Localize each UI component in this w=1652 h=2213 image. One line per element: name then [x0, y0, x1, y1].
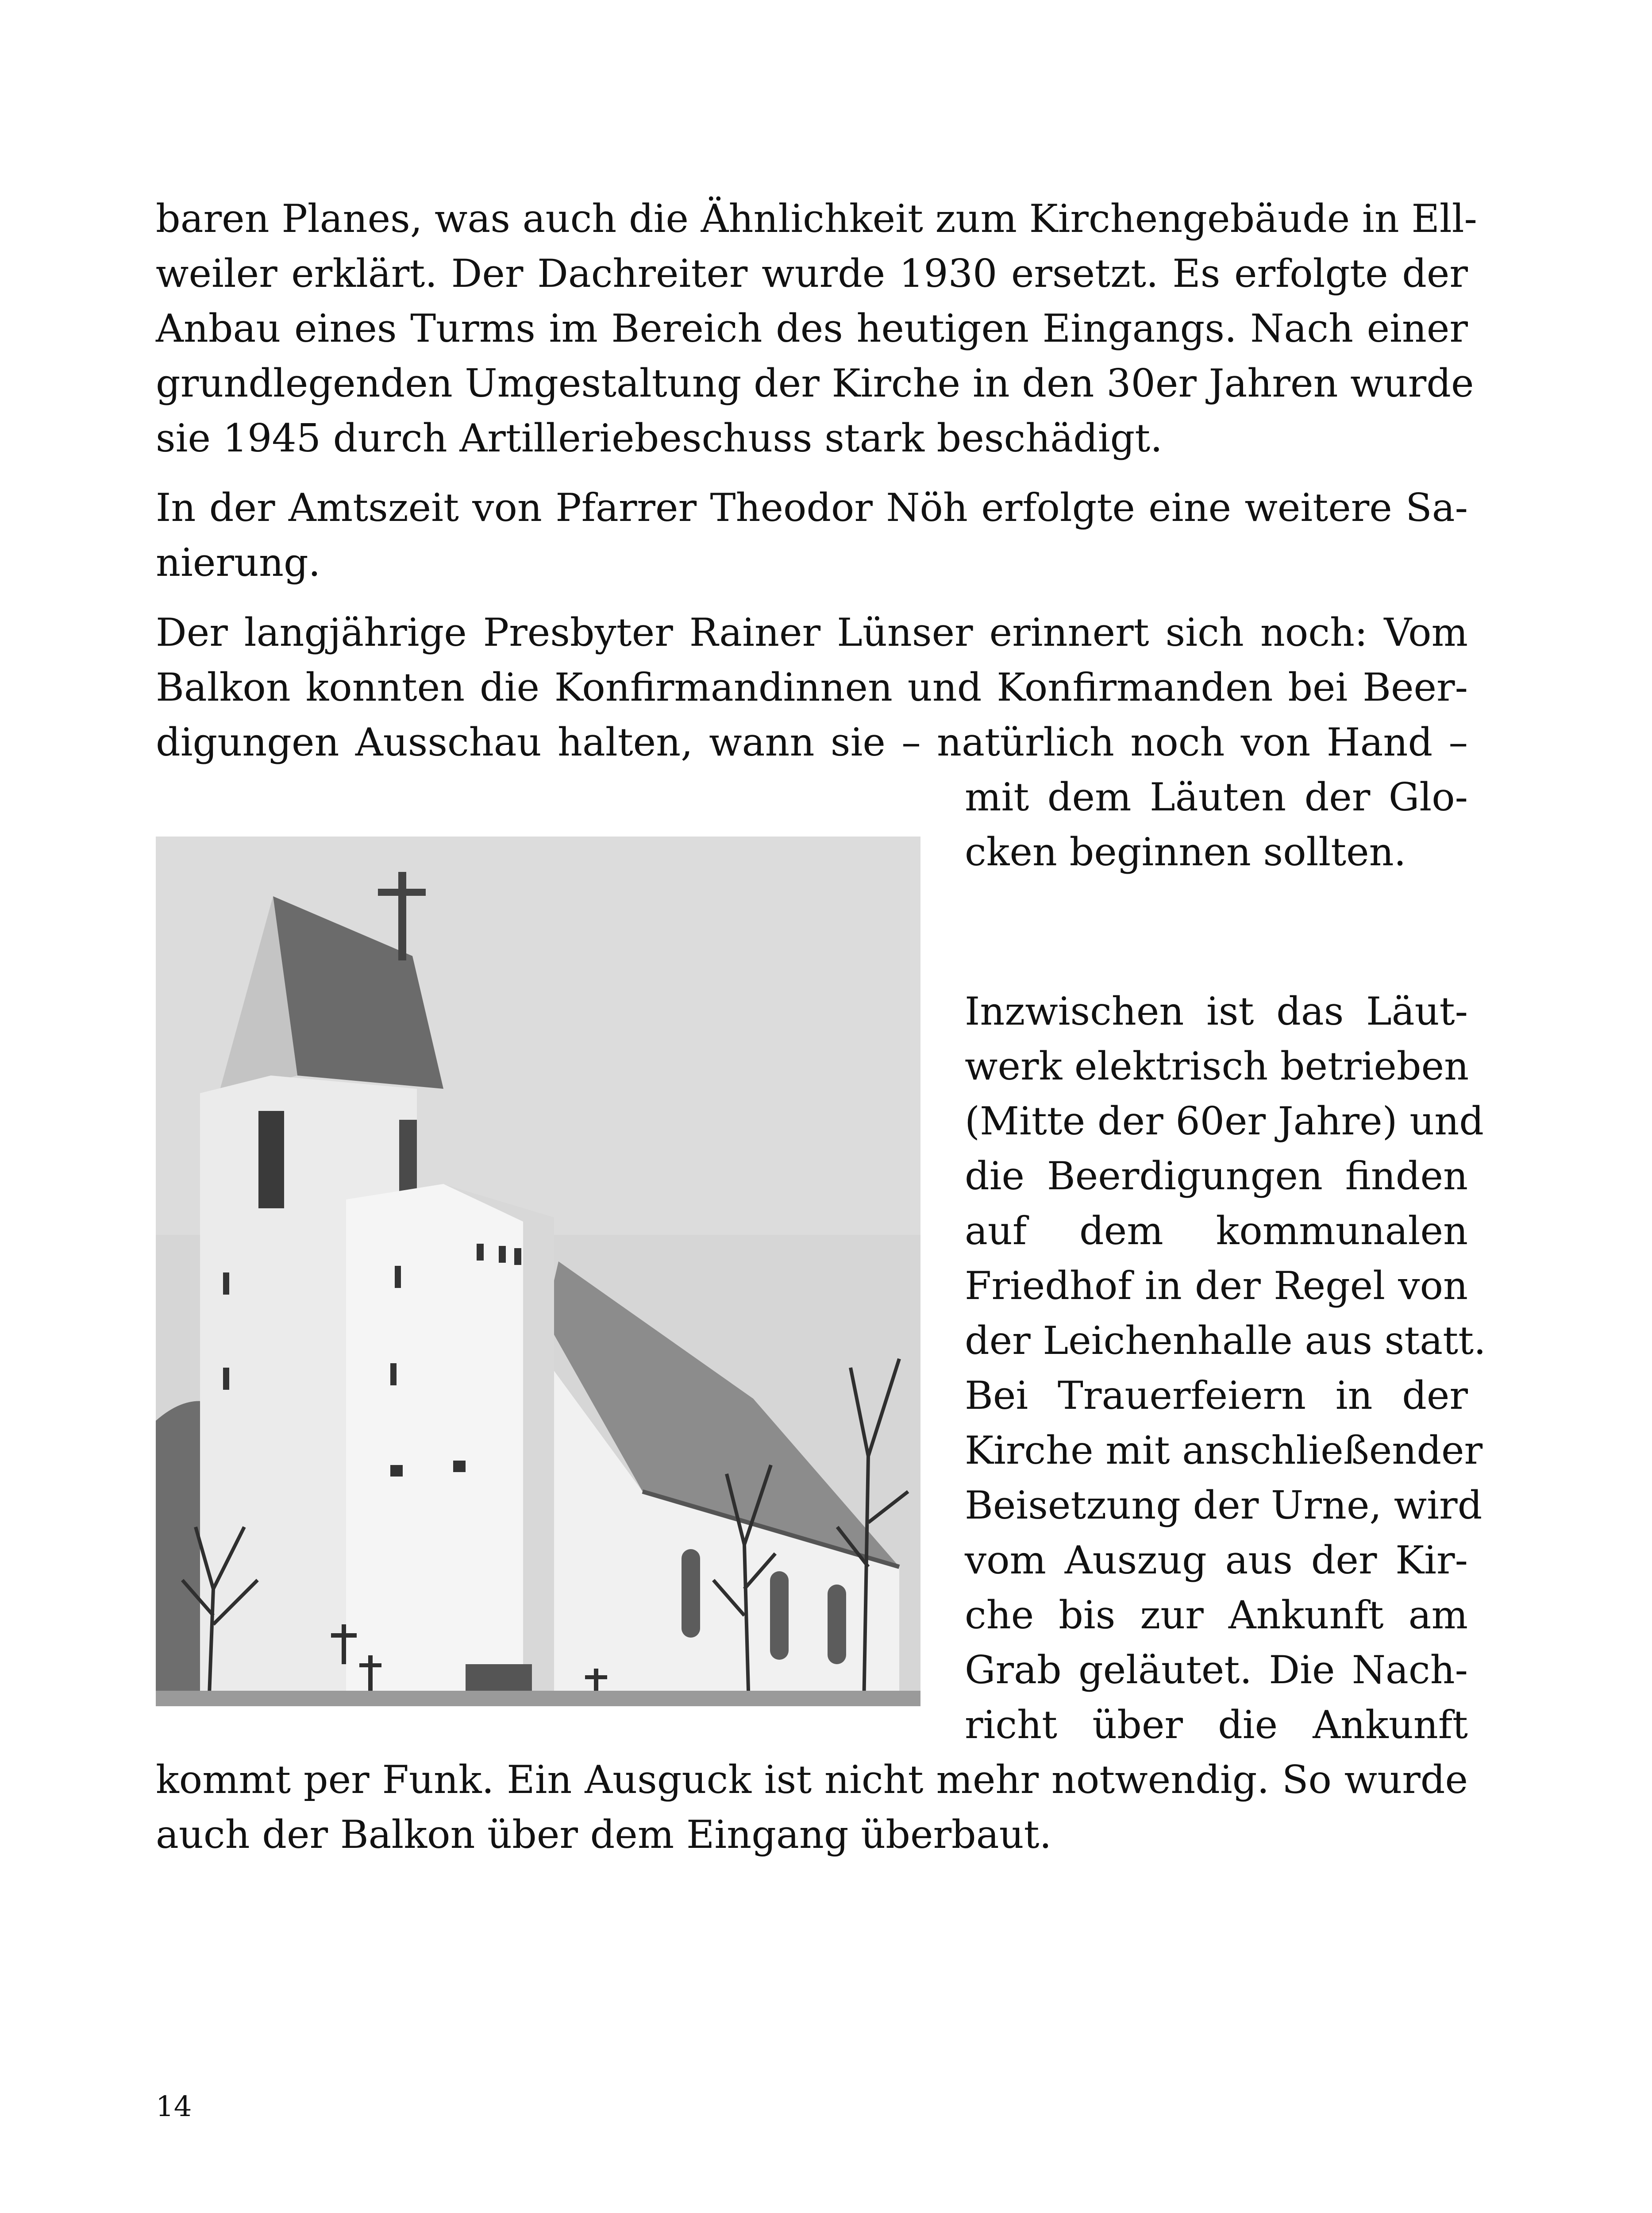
paragraph-line: vom Auszug aus der Kir- — [965, 1538, 1468, 1583]
paragraph-line: baren Planes, was auch die Ähnlichkeit zum Kirchengebäude in Ell- — [156, 196, 1477, 241]
paragraph-line: Balkon konnten die Konfirmandinnen und Konfirmanden bei Beer- — [156, 665, 1468, 710]
paragraph-line: nierung. — [156, 540, 321, 585]
paragraph-line: Inzwischen ist das Läut- — [965, 989, 1468, 1034]
paragraph-line: Kirche mit anschließender — [965, 1428, 1483, 1473]
paragraph-line: kommt per Funk. Ein Ausguck ist nicht mehr notwendig. So wurde — [156, 1757, 1468, 1802]
paragraph-line: Anbau eines Turms im Bereich des heutigen Eingangs. Nach einer — [156, 306, 1468, 351]
church-illustration — [156, 837, 920, 1706]
paragraph-line: In der Amtszeit von Pfarrer Theodor Nöh erfolgte eine weitere Sa- — [156, 485, 1468, 530]
paragraph-line: der Leichenhalle aus statt. — [965, 1318, 1486, 1363]
paragraph-line: digungen Ausschau halten, wann sie – natürlich noch von Hand – — [156, 720, 1468, 765]
paragraph-line: grundlegenden Umgestaltung der Kirche in den 30er Jahren wurde — [156, 361, 1474, 406]
church-photo — [156, 837, 920, 1706]
paragraph-line: Beisetzung der Urne, wird — [965, 1483, 1483, 1528]
page-number: 14 — [156, 2090, 192, 2123]
paragraph-line: cken beginnen sollten. — [965, 829, 1406, 875]
paragraph-line: auch der Balkon über dem Eingang überbaut. — [156, 1812, 1052, 1857]
paragraph-line: mit dem Läuten der Glo- — [965, 775, 1468, 820]
paragraph-line: werk elektrisch betrieben — [965, 1044, 1469, 1089]
paragraph-line: sie 1945 durch Artilleriebeschuss stark beschädigt. — [156, 416, 1163, 461]
paragraph-line: che bis zur Ankunft am — [965, 1592, 1468, 1638]
paragraph-line: auf dem kommunalen — [965, 1208, 1468, 1253]
paragraph-line: Der langjährige Presbyter Rainer Lünser erinnert sich noch: Vom — [156, 610, 1468, 655]
paragraph-line: Grab geläutet. Die Nach- — [965, 1647, 1468, 1693]
paragraph-line: Friedhof in der Regel von — [965, 1263, 1468, 1308]
paragraph-line: die Beerdigungen finden — [965, 1153, 1468, 1199]
paragraph-line: richt über die Ankunft — [965, 1702, 1468, 1747]
paragraph-line: (Mitte der 60er Jahre) und — [965, 1099, 1484, 1144]
paragraph-line: weiler erklärt. Der Dachreiter wurde 1930 ersetzt. Es erfolgte der — [156, 251, 1468, 296]
paragraph-line: Bei Trauerfeiern in der — [965, 1373, 1468, 1418]
